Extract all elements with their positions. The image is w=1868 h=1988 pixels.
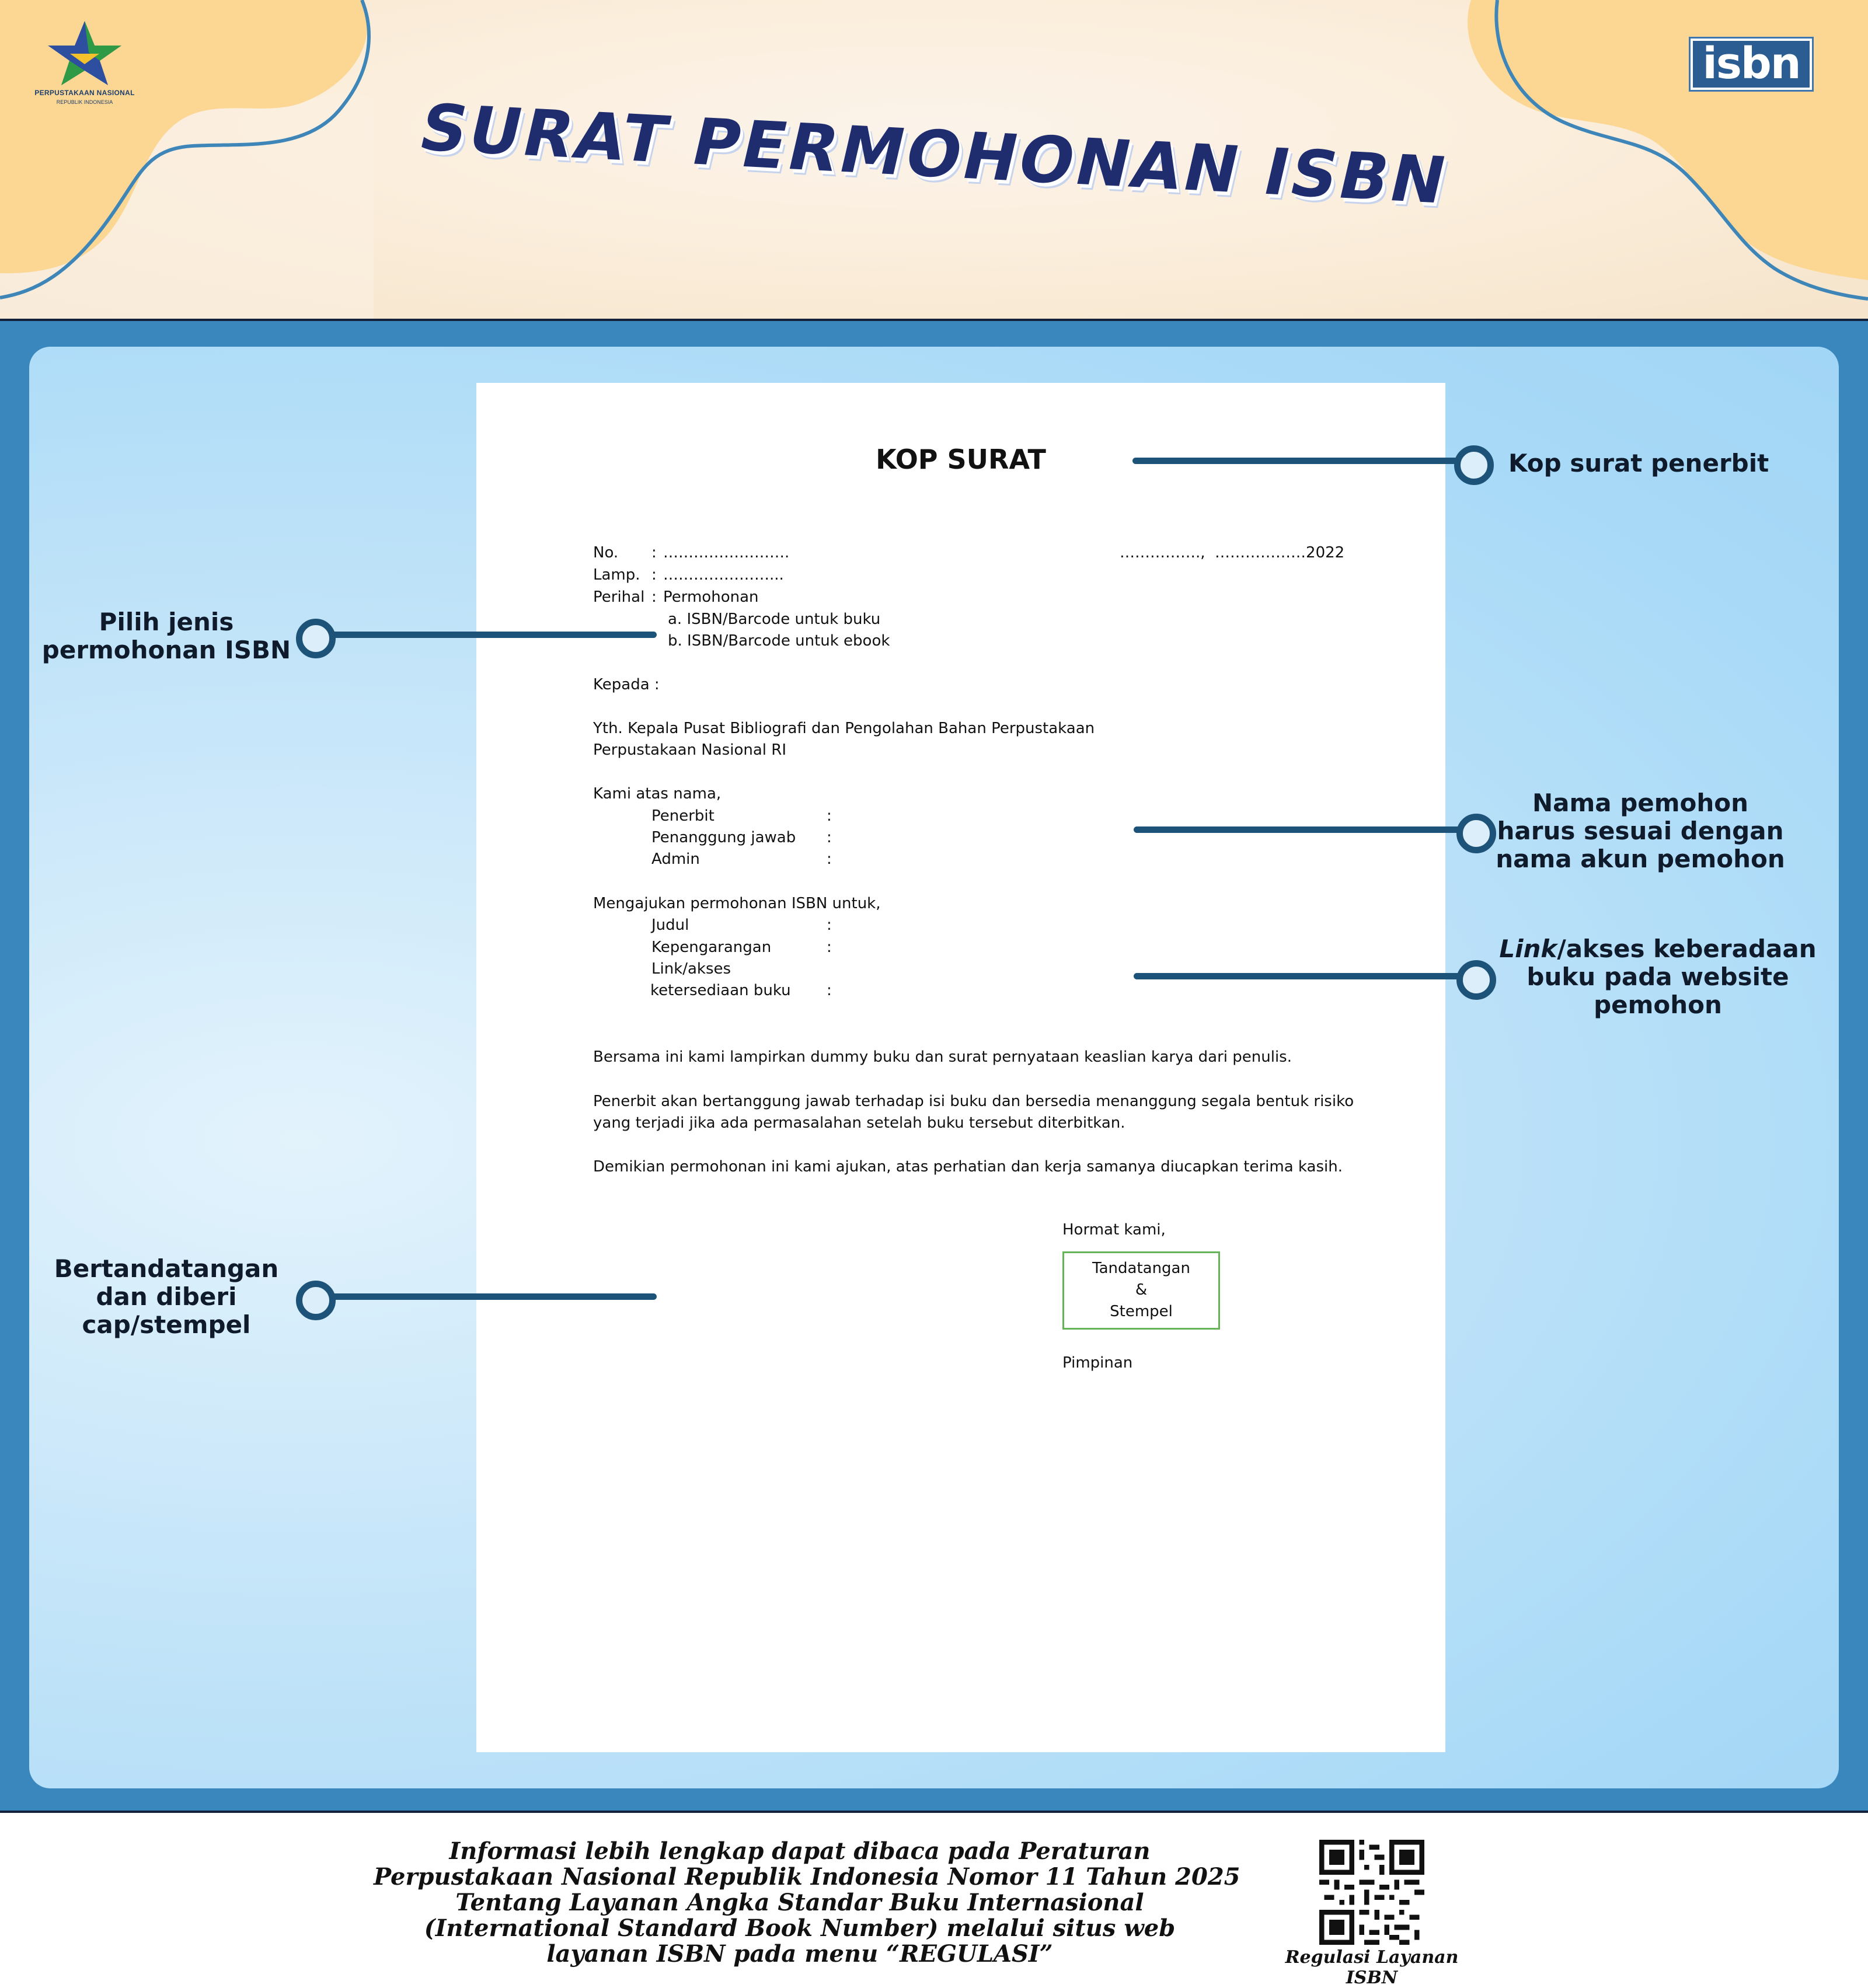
isbn-logo: isbn: [1691, 39, 1812, 90]
mengajukan-line: Mengajukan permohonan ISBN untuk,: [593, 895, 881, 912]
admin-label: Admin: [651, 850, 700, 868]
paragraph-lampiran: Bersama ini kami lampirkan dummy buku dan surat pernyataan keaslian karya dari penulis.: [593, 1048, 1292, 1066]
page-title: SURAT PERMOHONAN ISBN: [412, 90, 1456, 218]
callout-nama-line-2: harus sesuai dengan: [1497, 817, 1784, 845]
paragraph-penutup: Demikian permohonan ini kami ajukan, atas perhatian dan kerja samanya diucapkan terima kasih.: [593, 1158, 1343, 1176]
penanggung-jawab-colon: :: [827, 829, 832, 846]
date-line: ……………., ………………2022: [1120, 544, 1345, 561]
callout-nama-pemohon: [1494, 789, 1786, 873]
recipient-line-1: Yth. Kepala Pusat Bibliografi dan Pengolahan Bahan Perpustakaan: [593, 720, 1095, 737]
penerbit-colon: :: [827, 807, 832, 825]
link-akses-colon: :: [827, 982, 832, 999]
paragraph-tanggung-jawab-1: Penerbit akan bertanggung jawab terhadap isi buku dan bersedia menanggung segala bentuk risiko: [593, 1093, 1354, 1110]
callout-line-nama: [1134, 826, 1461, 833]
qr-caption: Regulasi Layanan ISBN: [1285, 1947, 1459, 1988]
judul-colon: :: [827, 916, 832, 934]
ketersediaan-buku-label: ketersediaan buku: [650, 982, 791, 999]
footer-line-3: Tentang Layanan Angka Standar Buku Internasional: [455, 1889, 1144, 1916]
callout-kop-surat-penerbit: Kop surat penerbit: [1508, 449, 1769, 477]
footer-line-2: Perpustakaan Nasional Republik Indonesia Nomor 11 Tahun 2025: [374, 1863, 1240, 1891]
footer: [0, 1813, 1868, 1988]
callout-marker-jenis: [296, 619, 336, 658]
option-isbn-buku: a. ISBN/Barcode untuk buku: [668, 611, 881, 628]
perihal-value: Permohonan: [663, 588, 759, 606]
callout-marker-ttd: [296, 1281, 336, 1320]
logo-text-institution: PERPUSTAKAAN NASIONAL: [34, 89, 135, 97]
judul-label: Judul: [651, 916, 689, 934]
callout-jenis-line-2: permohonan ISBN: [41, 636, 291, 664]
callout-line-jenis: [318, 632, 657, 638]
kepada-label: Kepada :: [593, 676, 660, 693]
option-isbn-ebook: b. ISBN/Barcode untuk ebook: [668, 632, 890, 650]
callout-link-line-3: pemohon: [1594, 990, 1722, 1019]
callout-nama-line-1: Nama pemohon: [1532, 789, 1749, 817]
kepengarangan-label: Kepengarangan: [651, 939, 772, 956]
callout-link-line-2: buku pada website: [1527, 962, 1789, 991]
callout-line-ttd: [318, 1293, 657, 1300]
callout-link-akses: [1494, 935, 1821, 1019]
admin-colon: :: [827, 850, 832, 868]
callout-ttd-line-2: dan diberi: [96, 1282, 237, 1311]
lamp-colon: :: [651, 566, 657, 584]
penanggung-jawab-label: Penanggung jawab: [651, 829, 796, 846]
recipient-line-2: Perpustakaan Nasional RI: [593, 741, 786, 759]
qr-code-icon[interactable]: [1319, 1840, 1424, 1945]
penerbit-label: Penerbit: [651, 807, 715, 825]
signature-line-2: &: [1135, 1281, 1148, 1299]
kami-atas-nama: Kami atas nama,: [593, 785, 722, 803]
kepengarangan-colon: :: [827, 939, 832, 956]
perihal-label: Perihal: [593, 588, 645, 606]
no-label: No.: [593, 544, 619, 561]
signature-line-1: Tandatangan: [1092, 1260, 1190, 1277]
header-banner: [0, 0, 1868, 319]
no-value: …………………….: [663, 544, 790, 561]
lamp-label: Lamp.: [593, 566, 640, 584]
pimpinan-label: Pimpinan: [1062, 1354, 1133, 1372]
signature-box: [1062, 1251, 1220, 1330]
callout-line-link: [1134, 973, 1461, 979]
callout-ttd-line-1: Bertandatangan: [54, 1254, 279, 1283]
callout-marker-nama: [1456, 814, 1496, 853]
lamp-value: …………………...: [663, 566, 784, 584]
callout-pilih-jenis: [35, 608, 298, 664]
link-akses-label: Link/akses: [651, 960, 731, 978]
footer-line-4: (International Standard Book Number) melalui situs web: [424, 1914, 1176, 1942]
callout-marker-link: [1456, 960, 1496, 1000]
callout-marker-kop: [1454, 445, 1494, 485]
perihal-colon: :: [651, 588, 657, 606]
callout-ttd-line-3: cap/stempel: [82, 1310, 251, 1339]
signature-line-3: Stempel: [1110, 1303, 1173, 1320]
letter-document: [476, 383, 1445, 1752]
callout-bertandatangan: [35, 1255, 298, 1339]
kop-surat-heading: KOP SURAT: [876, 444, 1046, 475]
logo-text-country: REPUBLIK INDONESIA: [56, 99, 113, 105]
hormat-kami: Hormat kami,: [1062, 1221, 1166, 1239]
callout-jenis-line-1: Pilih jenis: [99, 608, 234, 636]
callout-line-kop: [1132, 458, 1459, 464]
no-colon: :: [651, 544, 657, 561]
callout-link-rest: /akses keberadaan: [1557, 934, 1817, 963]
paragraph-tanggung-jawab-2: yang terjadi jika ada permasalahan setelah buku tersebut diterbitkan.: [593, 1114, 1125, 1132]
callout-nama-line-3: nama akun pemohon: [1496, 845, 1785, 873]
footer-regulation-note: [374, 1837, 1240, 1968]
callout-link-line-1: [1494, 935, 1821, 963]
footer-line-5: layanan ISBN pada menu “REGULASI”: [546, 1940, 1053, 1968]
footer-line-1: Informasi lebih lengkap dapat dibaca pada Peraturan: [449, 1837, 1151, 1865]
callout-link-italic: Link: [1499, 934, 1557, 963]
